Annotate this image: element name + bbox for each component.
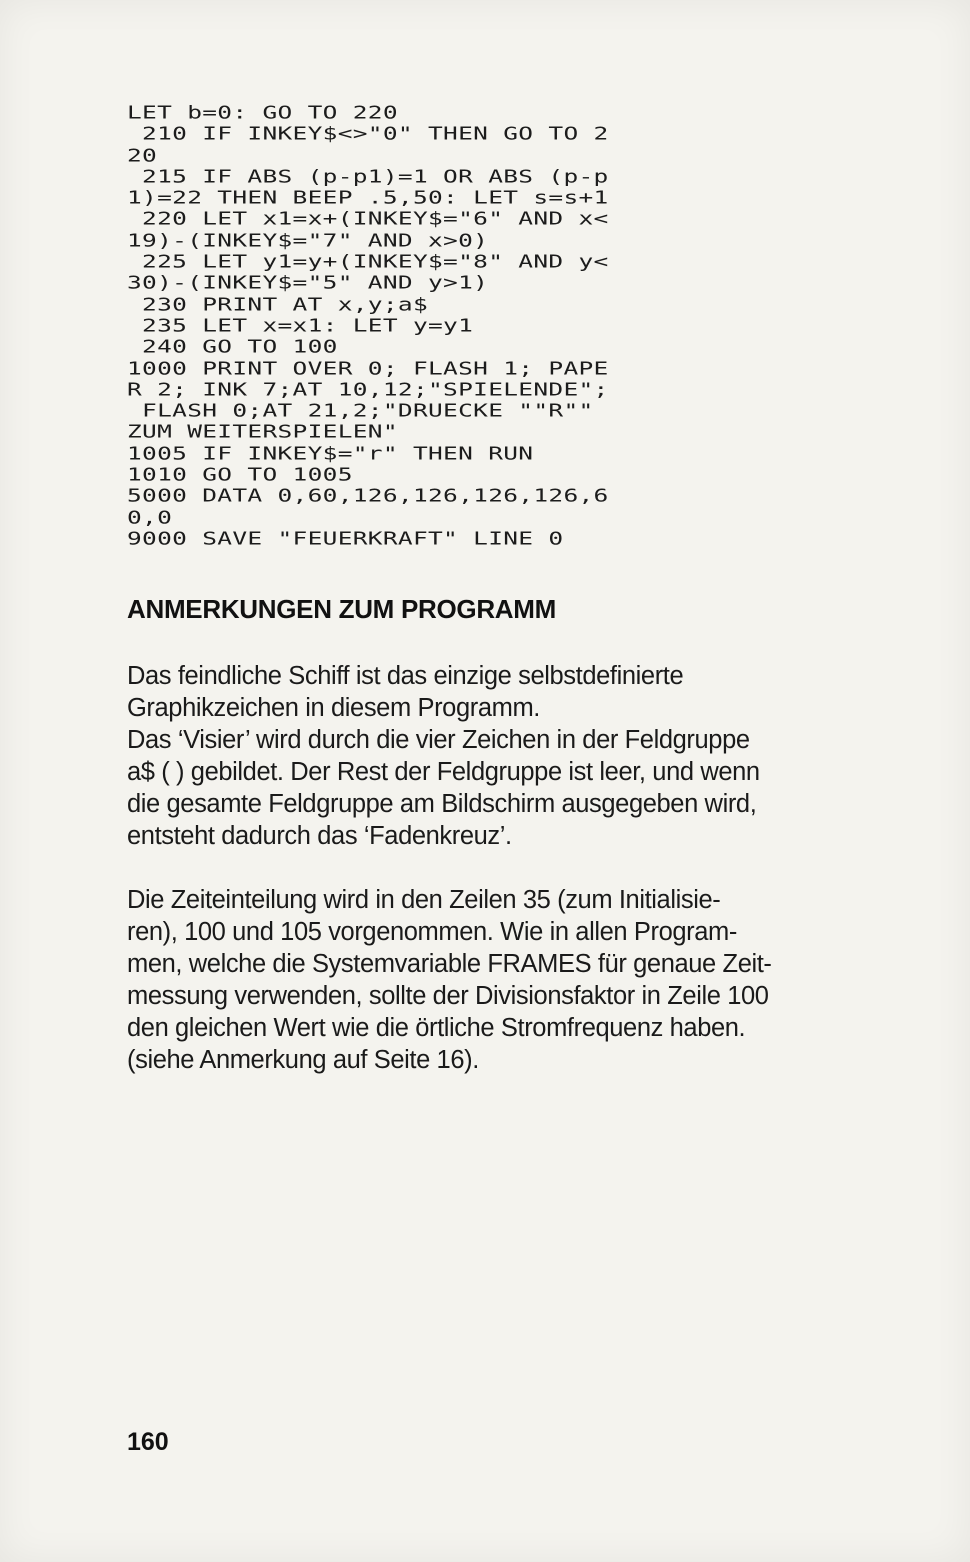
paragraph-line: messung verwenden, sollte der Divisionsfaktor in Zeile 100 [127,982,769,1010]
paragraph-line: men, welche die Systemvariable FRAMES für genaue Zeit- [127,950,772,978]
code-line: LET b=0: GO TO 220 [127,102,398,123]
code-line: 30)-(INKEY$="5" AND y>1) [127,272,489,294]
paragraph-line: die gesamte Feldgruppe am Bildschirm ausgegeben wird, [127,790,757,818]
code-line: R 2; INK 7;AT 10,12;"SPIELENDE"; [127,378,609,400]
code-line: 19)-(INKEY$="7" AND x>0) [127,229,489,251]
code-line: 210 IF INKEY$<>"0" THEN GO TO 2 [127,123,609,145]
code-listing [127,102,827,549]
section-heading: ANMERKUNGEN ZUM PROGRAMM [127,594,556,624]
paragraph-line: Die Zeiteinteilung wird in den Zeilen 35 (zum Initialisie- [127,886,721,914]
code-line: 1005 IF INKEY$="r" THEN RUN [127,442,534,464]
code-line: 235 LET x=x1: LET y=y1 [127,315,474,336]
code-line: 1)=22 THEN BEEP .5,50: LET s=s+1 [127,187,609,209]
paragraph-line: entsteht dadurch das ‘Fadenkreuz’. [127,822,512,850]
code-line: 20 [127,144,158,166]
paragraph-line: a$ ( ) gebildet. Der Rest der Feldgruppe ist leer, und wenn [127,758,760,786]
paragraph-line: (siehe Anmerkung auf Seite 16). [127,1046,479,1074]
code-line: 220 LET x1=x+(INKEY$="6" AND x< [127,208,609,230]
code-line: 5000 DATA 0,60,126,126,126,126,6 [127,485,609,507]
code-line: 215 IF ABS (p-p1)=1 OR ABS (p-p [127,165,609,187]
code-line: FLASH 0;AT 21,2;"DRUECKE ""R"" [127,400,594,422]
code-line: 1000 PRINT OVER 0; FLASH 1; PAPE [127,357,609,379]
paragraph-line: Das feindliche Schiff ist das einzige selbstdefinierte [127,662,684,690]
page-number: 160 [127,1428,169,1456]
paragraph-2 [127,884,827,1076]
code-line: 230 PRINT AT x,y;a$ [127,293,429,315]
code-line: ZUM WEITERSPIELEN" [127,421,398,443]
paragraph-line: den gleichen Wert wie die örtliche Stromfrequenz haben. [127,1014,746,1042]
code-line: 9000 SAVE "FEUERKRAFT" LINE 0 [127,528,564,549]
code-line: 240 GO TO 100 [127,336,338,358]
code-line: 0,0 [127,506,173,528]
paragraph-line: Graphikzeichen in diesem Programm. [127,694,540,722]
code-line: 1010 GO TO 1005 [127,464,353,486]
code-line: 225 LET y1=y+(INKEY$="8" AND y< [127,251,609,273]
paragraph-line: ren), 100 und 105 vorgenommen. Wie in allen Program- [127,918,737,946]
paragraph-line: Das ‘Visier’ wird durch die vier Zeichen in der Feldgruppe [127,726,750,754]
paragraph-1 [127,660,827,852]
